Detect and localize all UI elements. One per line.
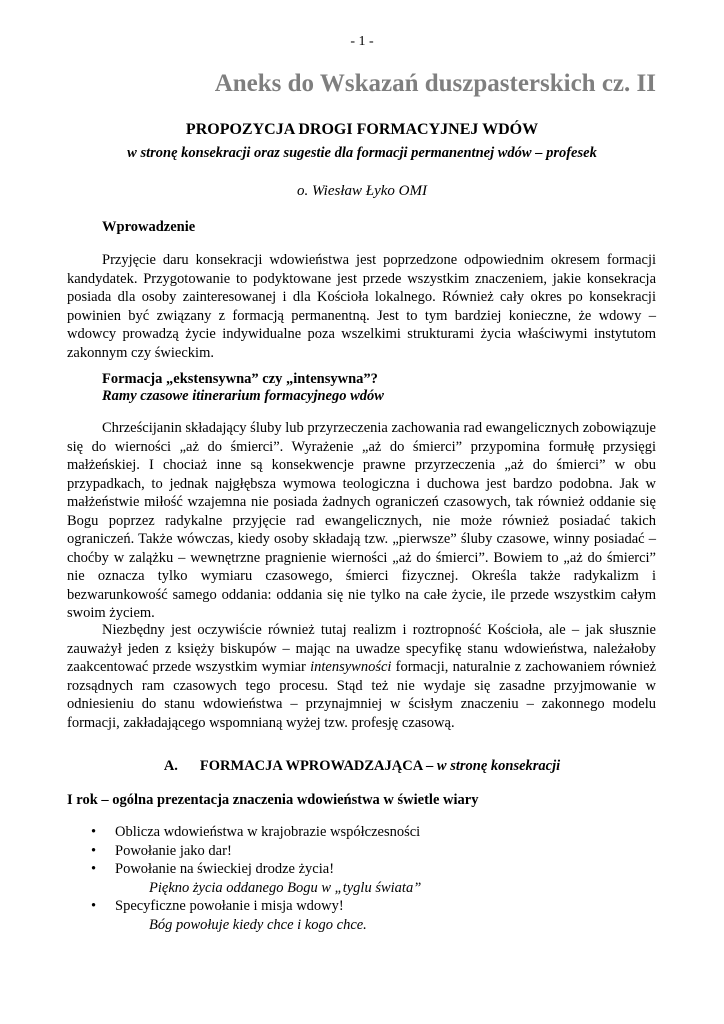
subtitle: w stronę konsekracji oraz sugestie dla formacji permanentnej wdów – profesek xyxy=(127,145,597,161)
author: o. Wiesław Łyko OMI xyxy=(297,183,427,199)
paragraph-2-start: Niezbędny jest oczywiście również tutaj realizm i roztropność Kościoła, ale – jak słusznie zauważył jeden z księży biskupów – mając na uwadze specyfikę stanu wdowieństwa, należałoby zaakcentować przede wszystkim wymiar xyxy=(67,622,656,675)
intro-heading: Wprowadzenie xyxy=(102,219,196,235)
bullet-icon: • xyxy=(91,824,97,840)
formation-paragraph-1: Chrześcijanin składający śluby lub przyrzeczenia zachowania rad ewangelicznych zobowiązuje się do wierności „aż do śmierci”. Wyrażenie „aż do śmierci” przypomina formułę przysięgi małżeńskiej. I chociaż inne są konsekwencje prawne przyrzeczenia „aż do śmierci” w obu przypadkach, to jednak najgłębsza wymowa teologiczna i duchowa jest bardzo podobna. Jak w małżeństwie miłość wzajemna nie posiada żadnych ograniczeń czasowych, tak również oddanie się Bogu poprzez radykalne przyjęcie rad ewangelicznych, nie może również posiadać takich ograniczeń. Także wówczas, kiedy osoby składają tzw. „pierwsze” śluby czasowe, winny posiadać – choćby w zalążku – wewnętrzne pragnienie wierności „aż do śmierci”. Bowiem to „aż do śmierci” nie oznacza tylko wymiaru czasowego, śmierci fizycznej. Określa także radykalizm i bezwarunkowość samego oddania: oddania się nie tylko na całe życie, ile przede wszystkim całym swoim życiem. xyxy=(67,420,656,621)
list-item xyxy=(91,823,421,842)
formation-heading: Formacja „ekstensywna” czy „intensywna”? xyxy=(102,371,378,387)
main-title: PROPOZYCJA DROGI FORMACYJNEJ WDÓW xyxy=(185,121,539,138)
bullet-icon: • xyxy=(91,898,97,914)
paragraph-2-end: formacji, naturalnie z zachowaniem również rozsądnych ram czasowych tego procesu. Stąd też nie wydaje się zasadne przyjmowanie w odniesieniu do stanu wdowieństwa – przynajmniej w ścisłym znaczeniu – zakonnego modelu formacji, zakładającego wspomnianą wyżej tzw. profesję czasową. xyxy=(67,659,656,731)
list-item-subtext: Piękno życia oddanego Bogu w „tyglu świata” xyxy=(149,879,422,896)
list-item-subtext: Bóg powołuje kiedy chce i kogo chce. xyxy=(149,916,367,933)
bullet-icon: • xyxy=(91,842,97,859)
list-item-text: Specyficzne powołanie i misja wdowy! xyxy=(115,898,344,914)
list-item xyxy=(91,860,421,897)
formation-paragraph-2 xyxy=(67,621,656,732)
list-item xyxy=(91,842,421,861)
formation-subheading: Ramy czasowe itinerarium formacyjnego wdów xyxy=(102,388,384,404)
section-a-heading xyxy=(0,758,724,775)
section-a-title: FORMACJA WPROWADZAJĄCA – xyxy=(199,758,437,774)
header-title: Aneks do Wskazań duszpasterskich cz. II xyxy=(214,70,656,97)
section-a-title-italic: w stronę konsekracji xyxy=(436,758,561,774)
paragraph-2-emphasis: intensywności xyxy=(310,659,392,675)
list-item xyxy=(91,897,421,934)
year-one-heading: I rok – ogólna prezentacja znaczenia wdowieństwa w świetle wiary xyxy=(67,792,479,808)
section-a-letter: A. xyxy=(163,758,178,774)
bullet-icon: • xyxy=(91,861,97,877)
topic-list xyxy=(91,823,421,934)
page-number: - 1 - xyxy=(350,34,374,49)
list-item-text: Powołanie jako dar! xyxy=(115,842,232,859)
list-item-text: Oblicza wdowieństwa w krajobrazie współczesności xyxy=(115,824,421,840)
list-item-text: Powołanie na świeckiej drodze życia! xyxy=(115,861,335,877)
intro-paragraph: Przyjęcie daru konsekracji wdowieństwa jest poprzedzone odpowiednim okresem formacji kandydatek. Przygotowanie to podyktowane jest przede wszystkim znaczeniem, jakie konsekracja posiada dla osoby zainteresowanej i dla Kościoła lokalnego. Również cały okres po konsekracji powinien być związany z formacją permanentną. Jest to tym bardziej konieczne, że wdowy – wdowcy prowadzą życie indywidualne poza wszelkimi strukturami życia właściwymi instytutom zakonnym czy świeckim. xyxy=(67,252,656,361)
